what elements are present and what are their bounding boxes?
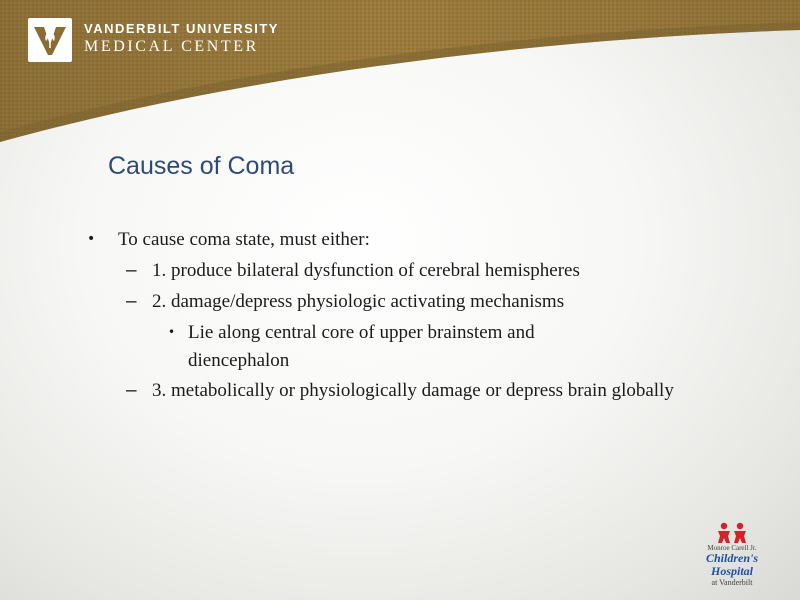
vanderbilt-logo [28, 18, 72, 62]
bullet-icon: • [168, 325, 176, 339]
list-item [126, 288, 752, 316]
university-name: VANDERBILT UNIVERSITY [84, 21, 279, 36]
medical-center-name: MEDICAL CENTER [84, 38, 259, 55]
hospital-location-line: at Vanderbilt [711, 578, 753, 587]
bullet-text: 2. damage/depress physiologic activating mechanisms [152, 291, 565, 312]
list-item [126, 377, 712, 405]
list-item [168, 319, 618, 375]
bullet-text: 3. metabolically or physiologically damage or depress brain globally [152, 380, 674, 401]
bullet-text: To cause coma state, must either: [118, 229, 370, 250]
hospital-founder-line: Monroe Carell Jr. [707, 544, 757, 552]
slide-title: Causes of Coma [108, 152, 295, 180]
childrens-hospital-logo [692, 522, 772, 587]
children-figures-icon [715, 522, 749, 544]
list-item [126, 257, 752, 285]
bullet-text: 1. produce bilateral dysfunction of cerebral hemispheres [152, 260, 580, 281]
dash-icon: – [126, 260, 137, 281]
dash-icon: – [126, 380, 137, 401]
list-item [87, 226, 678, 254]
bullet-text: Lie along central core of upper brainstem and diencephalon [188, 322, 535, 371]
hospital-name: Children's Hospital [705, 551, 759, 578]
dash-icon: – [126, 291, 137, 312]
vanderbilt-oak-leaf-v-icon [28, 18, 72, 62]
bullet-icon: • [87, 231, 96, 247]
